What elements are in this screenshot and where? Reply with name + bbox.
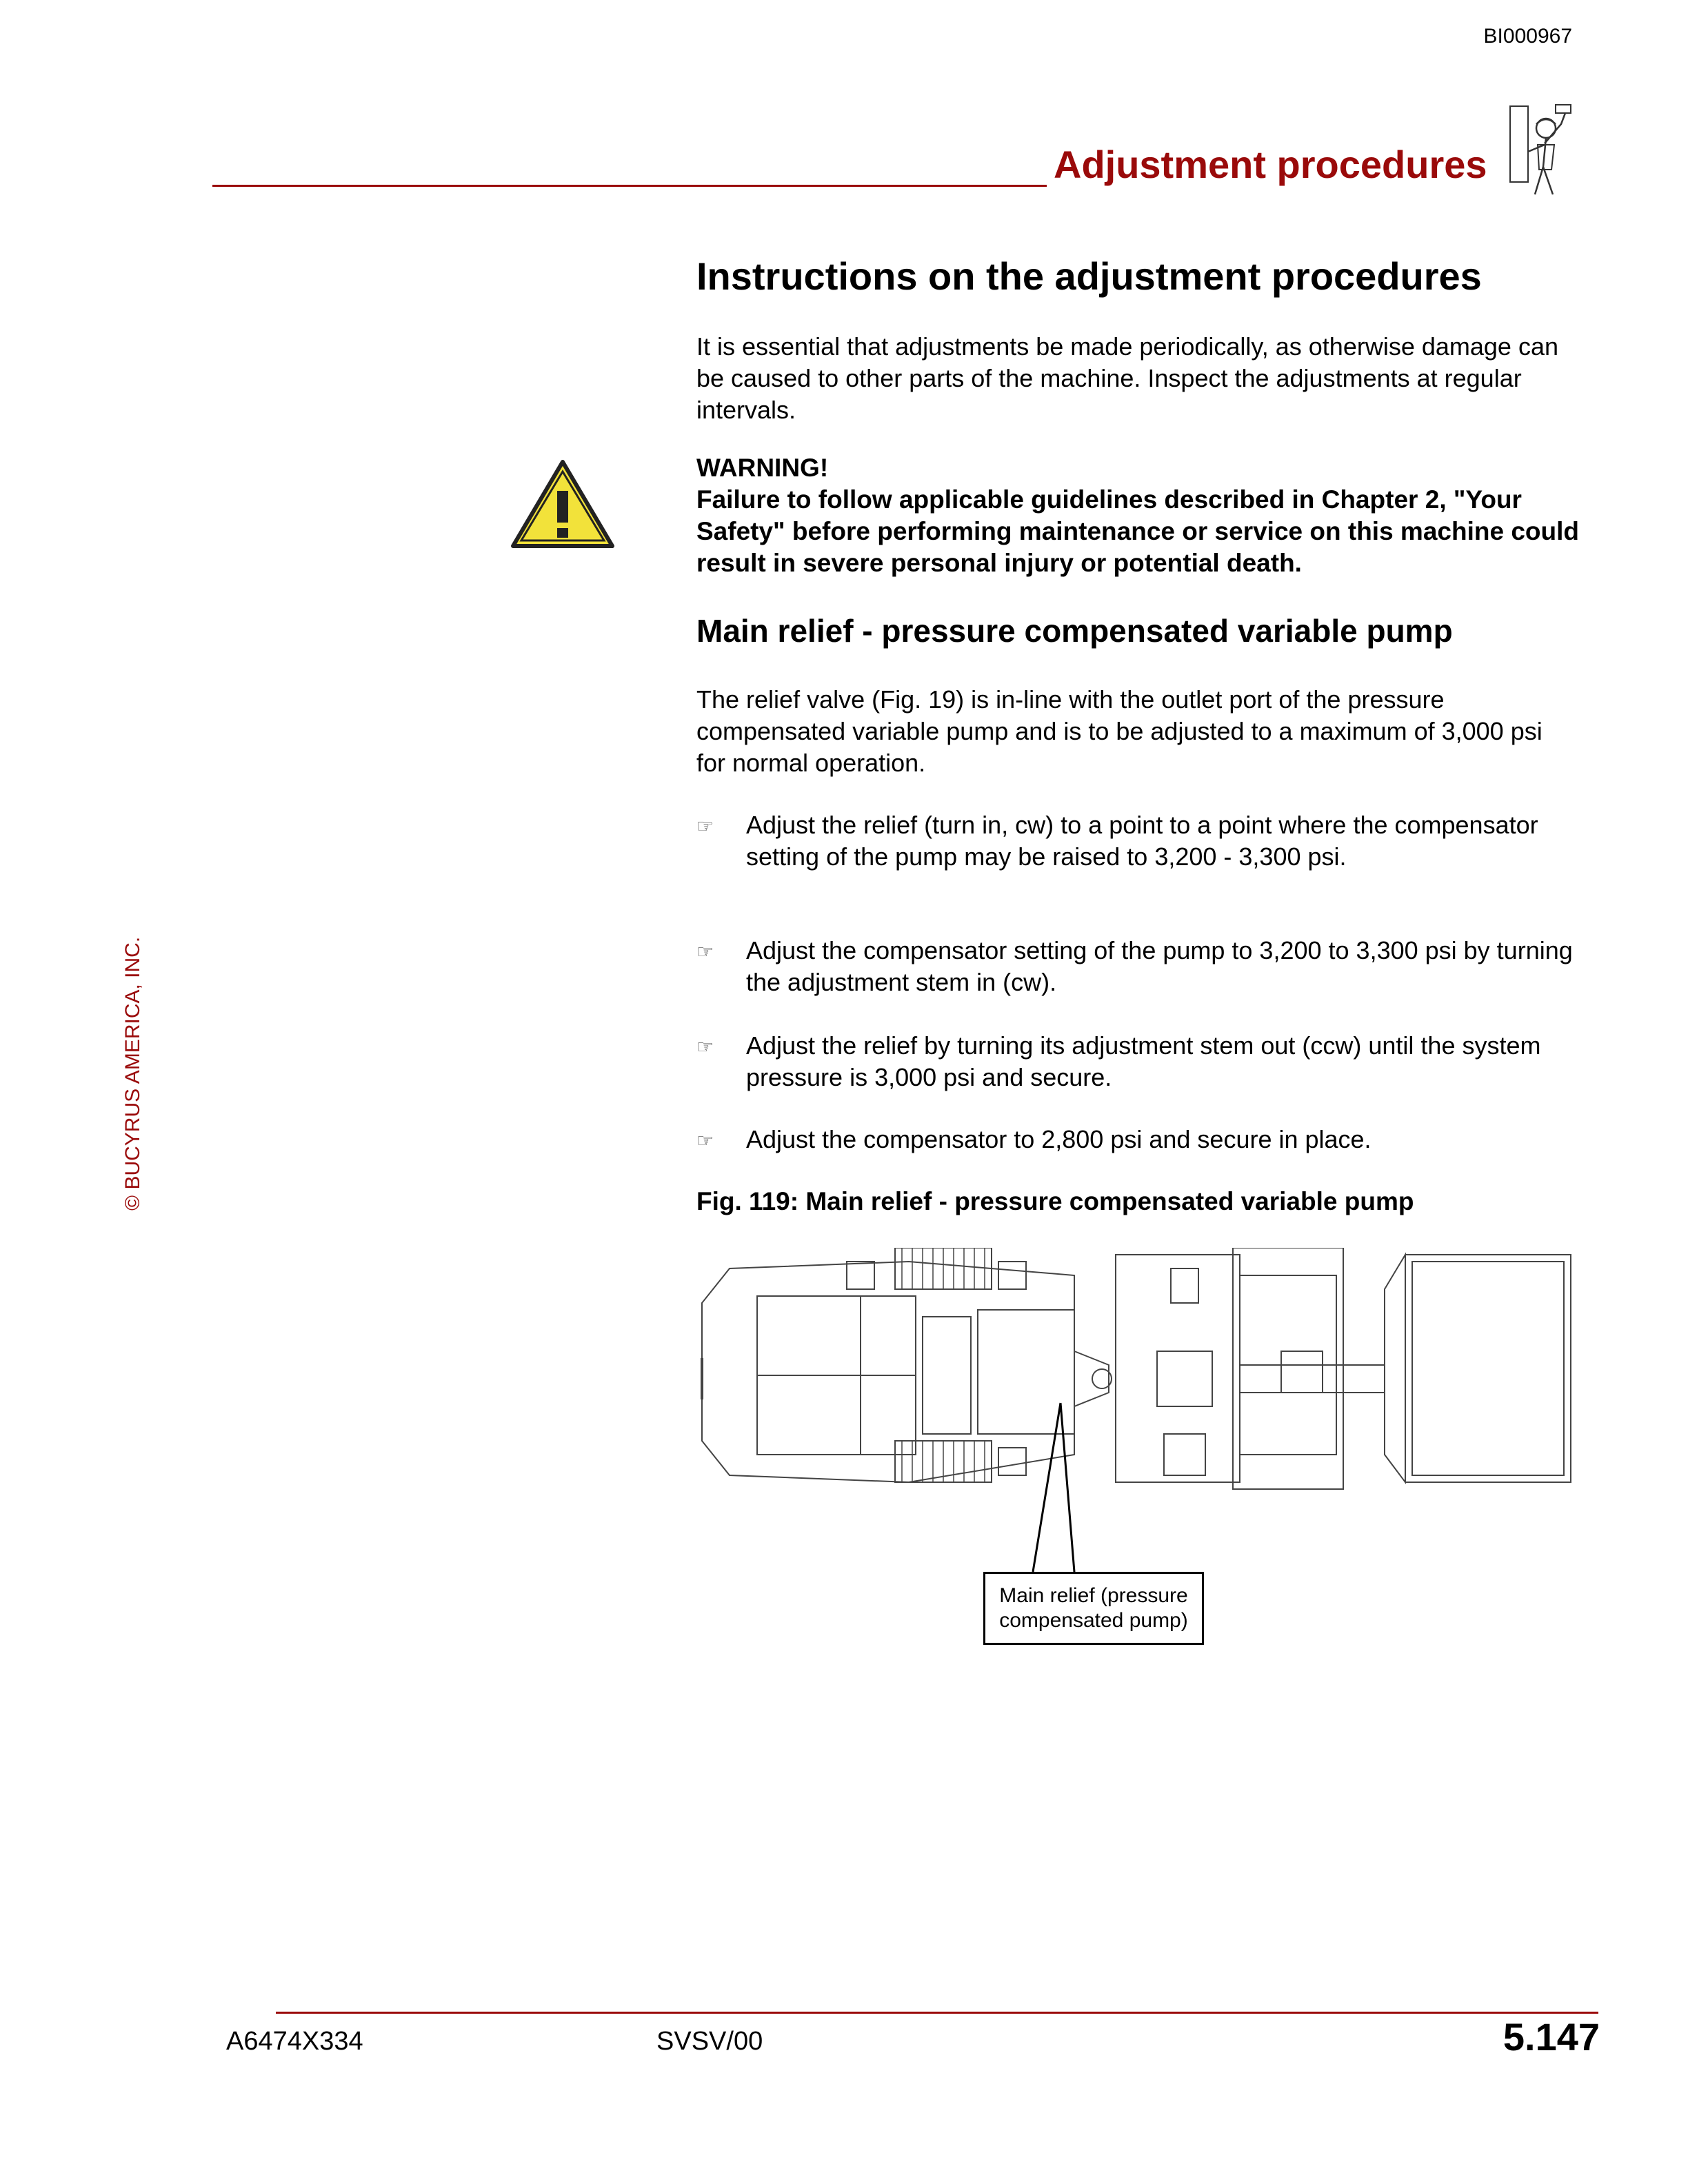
warning-text: Failure to follow applicable guidelines described in Chapter 2, "Your Safety" before performing maintenance or service on this machine could result in severe personal injury or potential death. (696, 485, 1579, 577)
list-item (696, 809, 1586, 873)
step-text: Adjust the relief by turning its adjustment stem out (ccw) until the system pressure is 3,000 psi and secure. (746, 1031, 1541, 1091)
step-text: Adjust the compensator to 2,800 psi and secure in place. (746, 1125, 1372, 1153)
page-title: Instructions on the adjustment procedures (696, 254, 1482, 298)
pointing-hand-icon: ☞ (696, 941, 714, 962)
warning-label: WARNING! (696, 454, 829, 482)
step-text: Adjust the relief (turn in, cw) to a point to a point where the compensator setting of the pump may be raised to 3,200 - 3,300 psi. (746, 811, 1538, 871)
warning-block (696, 452, 1586, 579)
section-heading: Adjustment procedures (1054, 143, 1487, 186)
relief-description: The relief valve (Fig. 19) is in-line with the outlet port of the pressure compensated variable pump and is to be adjusted to a maximum of 3,000 psi for normal operation. (696, 685, 1543, 777)
list-item (696, 1030, 1586, 1093)
figure-callout: Main relief (pressure compensated pump) (983, 1572, 1204, 1645)
pointing-hand-icon: ☞ (696, 1130, 714, 1151)
list-item (696, 935, 1586, 998)
warning-triangle-icon (509, 458, 616, 550)
page-number: 5.147 (1503, 2015, 1600, 2059)
pointing-hand-icon: ☞ (696, 816, 714, 837)
document-id: BI000967 (1483, 25, 1572, 48)
section-subheading: Main relief - pressure compensated variable pump (696, 613, 1453, 649)
step-text: Adjust the compensator setting of the pump to 3,200 to 3,300 psi by turning the adjustment stem in (cw). (746, 936, 1573, 996)
intro-paragraph: It is essential that adjustments be made periodically, as otherwise damage can be caused to other parts of the machine. Inspect the adjustments at regular intervals. (696, 332, 1558, 424)
list-item (696, 1124, 1586, 1157)
footer-document-number: A6474X334 (226, 2027, 363, 2056)
mechanic-with-wrench-icon (1507, 103, 1576, 200)
figure-caption: Fig. 119: Main relief - pressure compensated variable pump (696, 1187, 1414, 1215)
header-rule (212, 185, 1047, 187)
footer-rule (276, 2012, 1598, 2014)
footer-revision: SVSV/00 (656, 2027, 763, 2056)
copyright-text: © BUCYRUS AMERICA, INC. (121, 936, 144, 1211)
pointing-hand-icon: ☞ (696, 1036, 714, 1058)
